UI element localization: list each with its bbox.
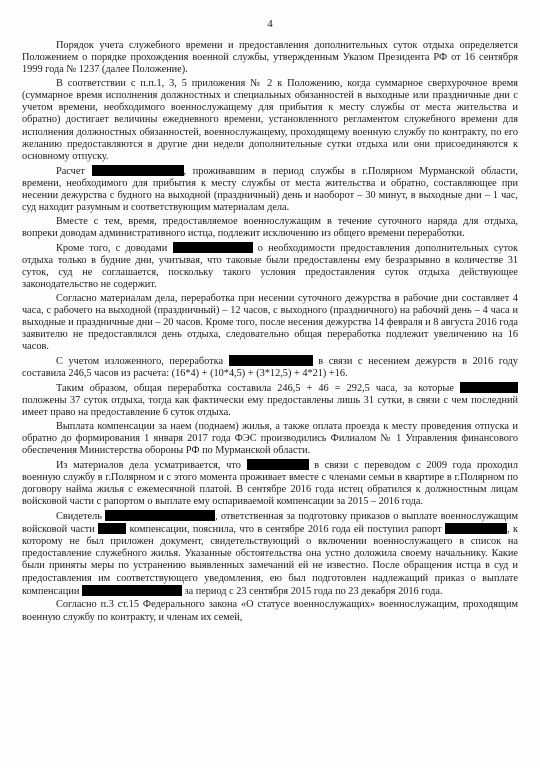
paragraph-text: , ответственная за подготовку приказов о выплате военнослужащим войсковой части — [22, 510, 518, 535]
paragraph-text: Выплата компенсации за наем (поднаем) жилья, а также оплата проезда к месту проведения отпуска и обратно до формирования 1 января 2017 года ФЭС производились Филиалом № 1 Управления финансового обеспечения Министерства обороны РФ по Мурманской области. — [22, 420, 518, 456]
paragraph-text: Порядок учета служебного времени и предоставления дополнительных суток отдыха определяется Положением о порядке прохождения военной службы, утвержденным Указом Президента РФ от 16 сентября 1999 года № 1237 (далее Положение). — [22, 40, 518, 76]
paragraph-text: Свидетель — [56, 510, 106, 522]
redaction-block — [229, 355, 313, 366]
paragraph-text: Кроме того, с доводами — [56, 242, 173, 254]
paragraph-text: , проживавшим в период службы в г.Полярном Мурманской области, времени, необходимого для прибытия к месту службы от места жительства и обратно, составляющее при несении дежурства с будного на выходной (праздничный) день и наоборот – 30 минут, в выходные дни – 1 час, суд находит разумным и соответствующим материалам дела. — [22, 165, 518, 214]
document-body — [22, 40, 518, 625]
paragraph — [22, 510, 518, 598]
paragraph-text: В соответствии с п.п.1, 3, 5 приложения № 2 к Положению, когда суммарное сверхурочное время (суммарное время исполнения должностных и специальных обязанностей в выходные или праздничные дни с учетом времени, необходимого военнослужащему для прибытия к месту службы от места жительства и обратно) достигает величины ежедневного времени, установленного регламентом служебного времени для исполнения должностных обязанностей, военнослужащему, проходящему военную службу по контракту, по его желанию предоставляются в другие дни недели дополнительные сутки отдыха или они присоединяются к основному отпуску. — [22, 77, 518, 162]
paragraph — [22, 293, 518, 354]
paragraph — [22, 40, 518, 76]
redaction-block — [92, 165, 184, 176]
paragraph-text: Вместе с тем, время, предоставляемое военнослужащим в течение суточного наряда для отдыха, вопреки доводам административного истца, подлежит исключению из общего времени переработки. — [22, 215, 518, 239]
paragraph-text: Согласно п.3 ст.15 Федерального закона «О статусе военнослужащих» военнослужащим, проходящим военную службу по контракту, и членам их семей, — [22, 599, 518, 623]
redaction-block — [82, 585, 182, 596]
redaction-block — [445, 523, 507, 534]
paragraph-text: компенсации, пояснила, что в сентябре 2016 года ей поступил рапорт — [126, 523, 446, 535]
paragraph-text: Расчет — [56, 165, 92, 177]
paragraph — [22, 421, 518, 457]
redaction-block — [460, 382, 518, 393]
paragraph-text: Согласно материалам дела, переработка при несении суточного дежурства в рабочие дни составляет 4 часа, с рабочего на выходной (праздничный) – 12 часов, с выходного (праздничного) на рабочий день – 4 часа и выходные и праздничные дни – 20 часов. Кроме того, после несения дежурства 14 февраля и 8 августа 2016 года заявителю не предоставлялся день отдыха, следовательно общая переработка подлежит увеличению на 16 часов. — [22, 292, 518, 353]
paragraph-text: С учетом изложенного, переработка — [56, 355, 229, 367]
paragraph-text: за период с 23 сентября 2015 года по 23 декабря 2016 года. — [181, 585, 443, 597]
paragraph-text: Из материалов дела усматривается, что — [56, 459, 247, 471]
paragraph — [22, 78, 518, 163]
paragraph-text: в связи с несением дежурств в 2016 году составила 246,5 часов из расчета: (16*4) + (10*4,5) + (3*12,5) + 4*21) +16. — [22, 355, 518, 380]
paragraph-text: в связи с переводом с 2009 года проходил военную службу в г.Полярном и с этого момента проживает вместе с членами семьи в квартире в г.Полярном по договору найма жилья с ежемесячной платой. В сентябре 2016 года истец обратился к должностным лицам войсковой части с рапортом о выплате ему оспариваемой компенсации за 2015 – 2016 года. — [22, 459, 519, 508]
paragraph-text: , к которому не был приложен документ, свидетельствующий о включении военнослужащего в список на предоставление служебного жилья. Указанные обстоятельства она устно доложила своему начальнику. Какие были приняты меры по устранению выявленных замечаний ей не известно. После обращения истца в суд и предоставления им соответствующего уведомления, ею был подготовлен надлежащий приказ о выплате компенсации — [22, 523, 518, 597]
paragraph — [22, 165, 518, 215]
paragraph-text: о необходимости предоставления дополнительных суток отдыха только в будние дни, учитывая, что таковые были предоставлены ему безразрывно в количестве 31 суток, суд не соглашается, поскольку такого условия предоставления суток отдыха действующее законодательство не содержит. — [22, 242, 518, 290]
paragraph — [22, 459, 518, 509]
redaction-block — [173, 242, 253, 253]
redaction-block — [98, 523, 126, 534]
paragraph — [22, 242, 518, 292]
paragraph — [22, 382, 518, 419]
paragraph — [22, 599, 518, 623]
redaction-block — [247, 459, 309, 470]
paragraph — [22, 355, 518, 380]
redaction-block — [105, 510, 215, 521]
paragraph-text: Таким образом, общая переработка составила 246,5 + 46 = 292,5 часа, за которые — [56, 382, 460, 394]
paragraph-text: положены 37 суток отдыха, тогда как фактически ему предоставлены лишь 31 сутки, в связи с чем последний имеет право на предоставление 6 суток отдыха. — [22, 394, 518, 419]
paragraph — [22, 216, 518, 240]
page-number: 4 — [267, 18, 273, 30]
